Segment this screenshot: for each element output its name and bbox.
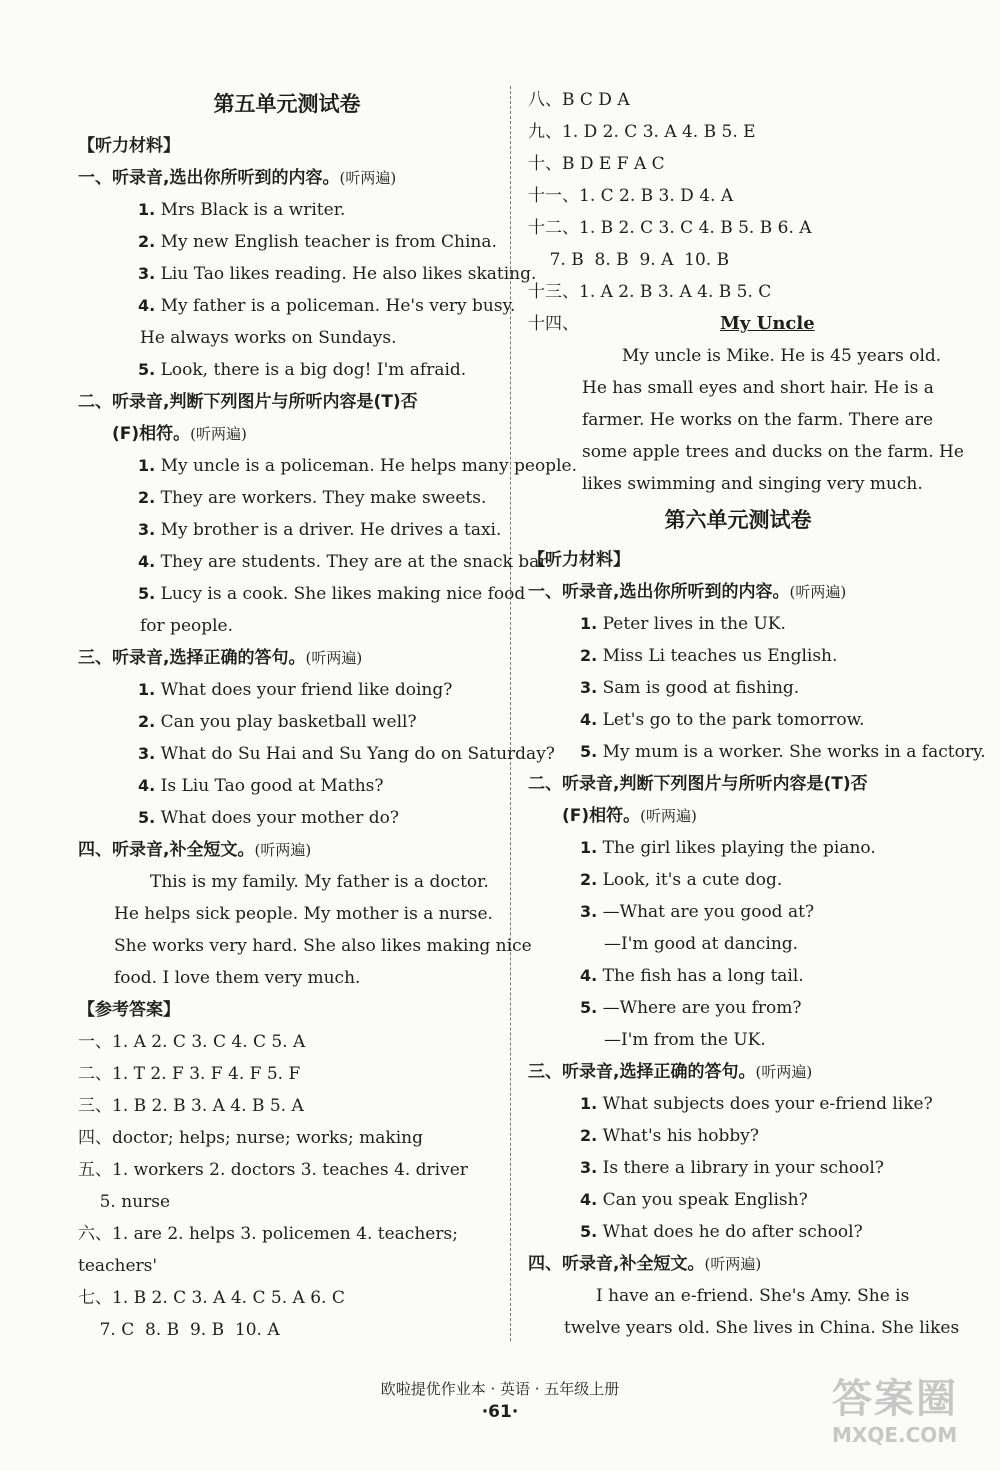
unit6-s4-passage-line: I have an e-friend. She's Amy. She is [596, 1286, 910, 1306]
unit6-s4-passage-line: twelve years old. She lives in China. She likes [564, 1318, 960, 1338]
unit6-s1-item: 2. Miss Li teaches us English. [580, 646, 838, 666]
unit6-s1-item: 4. Let's go to the park tomorrow. [580, 710, 865, 730]
unit6-s3-item: 1. What subjects does your e-friend like? [580, 1094, 933, 1114]
unit5-answer-line: 一、1. A 2. C 3. C 4. C 5. A [78, 1032, 306, 1052]
page-number: ·61· [481, 1402, 519, 1422]
unit5-s4-passage-line: She works very hard. She also likes making nice [114, 936, 532, 956]
unit6-s2-heading-cont: (F)相符。(听两遍) [562, 806, 697, 826]
unit5-s3-item: 2. Can you play basketball well? [138, 712, 417, 732]
unit6-s3-item: 4. Can you speak English? [580, 1190, 808, 1210]
unit5-answer-line: 二、1. T 2. F 3. F 4. F 5. F [78, 1064, 301, 1084]
unit5-s1-heading: 一、听录音,选出你所听到的内容。(听两遍) [78, 168, 397, 188]
unit5-answer-line: 十二、1. B 2. C 3. C 4. B 5. B 6. A [528, 218, 812, 238]
unit5-s3-heading: 三、听录音,选择正确的答句。(听两遍) [78, 648, 363, 668]
unit5-s1-item: 4. My father is a policeman. He's very busy. [138, 296, 516, 316]
unit5-s1-item: 5. Look, there is a big dog! I'm afraid. [138, 360, 467, 380]
unit5-answers-heading: 【参考答案】 [78, 1000, 180, 1020]
unit5-s14-label: 十四、 [528, 314, 579, 334]
unit5-answer-line: 五、1. workers 2. doctors 3. teaches 4. driver [78, 1160, 468, 1180]
unit5-s2-heading: 二、听录音,判断下列图片与所听内容是(T)否 [78, 392, 418, 412]
unit6-s2-item: 2. Look, it's a cute dog. [580, 870, 783, 890]
unit6-s1-item: 5. My mum is a worker. She works in a factory. [580, 742, 986, 762]
unit5-answer-line: 九、1. D 2. C 3. A 4. B 5. E [528, 122, 756, 142]
watermark-logo [832, 1375, 982, 1465]
unit5-s4-passage-line: He helps sick people. My mother is a nurse. [114, 904, 493, 924]
unit5-answer-line: 7. B 8. B 9. A 10. B [528, 250, 730, 270]
unit6-s4-heading: 四、听录音,补全短文。(听两遍) [528, 1254, 762, 1274]
unit6-s2-item: 5. —Where are you from? [580, 998, 802, 1018]
unit6-s3-heading: 三、听录音,选择正确的答句。(听两遍) [528, 1062, 813, 1082]
unit6-s3-item: 5. What does he do after school? [580, 1222, 863, 1242]
watermark-logo-url: MXQE.COM [832, 1423, 958, 1447]
unit5-answer-line: 十、B D E F A C [528, 154, 665, 174]
unit6-s3-item: 3. Is there a library in your school? [580, 1158, 884, 1178]
my-uncle-title: My Uncle [720, 313, 815, 334]
unit6-s2-item: 1. The girl likes playing the piano. [580, 838, 876, 858]
unit5-answer-line: 六、1. are 2. helps 3. policemen 4. teachers; [78, 1224, 458, 1244]
unit5-listen-material-heading: 【听力材料】 [78, 136, 180, 156]
unit6-s2-item: 3. —What are you good at? [580, 902, 815, 922]
unit5-s1-item: 2. My new English teacher is from China. [138, 232, 497, 252]
unit5-s2-item: 1. My uncle is a policeman. He helps many people. [138, 456, 577, 476]
unit5-s1-item: 3. Liu Tao likes reading. He also likes skating. [138, 264, 537, 284]
unit5-s4-heading: 四、听录音,补全短文。(听两遍) [78, 840, 312, 860]
unit6-listen-material-heading: 【听力材料】 [528, 550, 630, 570]
unit5-s2-item-cont: for people. [140, 616, 234, 636]
unit5-answer-line: 7. C 8. B 9. B 10. A [78, 1320, 280, 1340]
my-uncle-passage-line: He has small eyes and short hair. He is a [582, 378, 934, 398]
unit5-s3-item: 5. What does your mother do? [138, 808, 399, 828]
unit5-answer-line: 十一、1. C 2. B 3. D 4. A [528, 186, 734, 206]
unit5-s2-item: 5. Lucy is a cook. She likes making nice food [138, 584, 526, 604]
my-uncle-passage-line: some apple trees and ducks on the farm. He [582, 442, 964, 462]
unit5-answer-line: 四、doctor; helps; nurse; works; making [78, 1128, 423, 1148]
watermark-logo-text: 答案圈 [832, 1376, 958, 1422]
unit5-s3-item: 1. What does your friend like doing? [138, 680, 453, 700]
unit5-answer-line: teachers' [78, 1256, 158, 1276]
unit5-s1-item-cont: He always works on Sundays. [140, 328, 397, 348]
unit5-answer-line: 七、1. B 2. C 3. A 4. C 5. A 6. C [78, 1288, 345, 1308]
unit6-s2-item: 4. The fish has a long tail. [580, 966, 804, 986]
my-uncle-passage-line: My uncle is Mike. He is 45 years old. [622, 346, 942, 366]
unit5-s2-item: 3. My brother is a driver. He drives a taxi. [138, 520, 502, 540]
unit5-s3-item: 4. Is Liu Tao good at Maths? [138, 776, 384, 796]
unit6-s2-item-cont: —I'm from the UK. [604, 1030, 766, 1050]
unit5-answer-line: 十三、1. A 2. B 3. A 4. B 5. C [528, 282, 772, 302]
unit5-s2-item: 2. They are workers. They make sweets. [138, 488, 487, 508]
unit6-s3-item: 2. What's his hobby? [580, 1126, 759, 1146]
unit5-s3-item: 3. What do Su Hai and Su Yang do on Saturday? [138, 744, 555, 764]
unit6-s2-item-cont: —I'm good at dancing. [604, 934, 799, 954]
unit5-answer-line: 三、1. B 2. B 3. A 4. B 5. A [78, 1096, 304, 1116]
footer-book-title: 欧啦提优作业本 · 英语 · 五年级上册 [380, 1380, 620, 1398]
unit6-s2-heading: 二、听录音,判断下列图片与所听内容是(T)否 [528, 774, 868, 794]
my-uncle-passage-line: farmer. He works on the farm. There are [582, 410, 934, 430]
unit5-title: 第五单元测试卷 [213, 92, 361, 116]
my-uncle-passage-line: likes swimming and singing very much. [582, 474, 923, 494]
unit5-s4-passage-line: This is my family. My father is a doctor. [150, 872, 489, 892]
unit6-s1-heading: 一、听录音,选出你所听到的内容。(听两遍) [528, 582, 847, 602]
unit5-s2-heading-cont: (F)相符。(听两遍) [112, 424, 247, 444]
unit5-s2-item: 4. They are students. They are at the snack bar. [138, 552, 551, 572]
unit5-answer-line: 5. nurse [78, 1192, 171, 1212]
unit6-title: 第六单元测试卷 [664, 508, 812, 532]
unit5-s4-passage-line: food. I love them very much. [114, 968, 361, 988]
unit6-s1-item: 3. Sam is good at fishing. [580, 678, 800, 698]
unit5-s1-item: 1. Mrs Black is a writer. [138, 200, 346, 220]
unit5-answer-line: 八、B C D A [528, 90, 630, 110]
unit6-s1-item: 1. Peter lives in the UK. [580, 614, 786, 634]
